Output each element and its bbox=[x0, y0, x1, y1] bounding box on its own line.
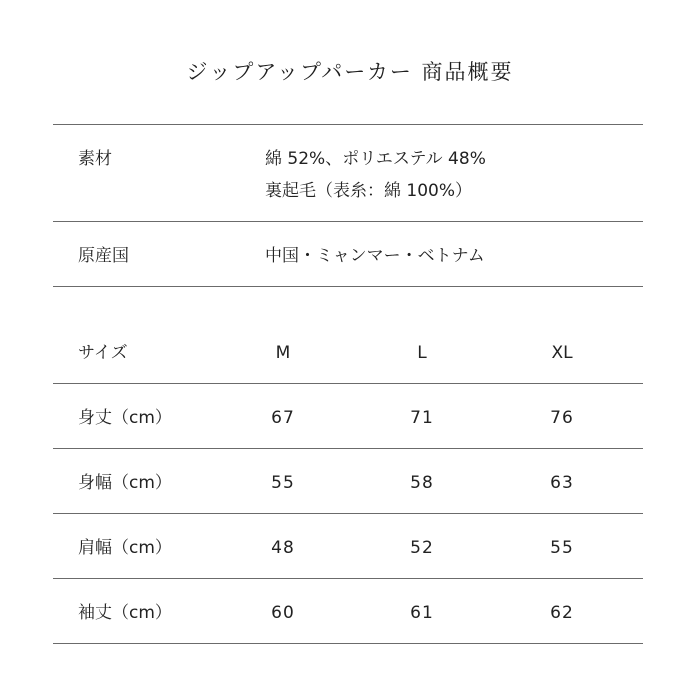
size-header-label: サイズ bbox=[78, 343, 128, 363]
divider bbox=[53, 383, 643, 384]
divider bbox=[53, 643, 643, 644]
page-title: ジップアップパーカー 商品概要 bbox=[186, 60, 514, 84]
table-cell: 67 bbox=[271, 408, 295, 428]
table-cell: 61 bbox=[410, 603, 434, 623]
divider bbox=[53, 286, 643, 287]
table-cell: 55 bbox=[271, 473, 295, 493]
row-label-body-width: 身幅（cm） bbox=[78, 473, 172, 493]
size-header-m: M bbox=[275, 343, 291, 363]
divider bbox=[53, 578, 643, 579]
size-header-l: L bbox=[417, 343, 427, 363]
material-label: 素材 bbox=[78, 149, 112, 169]
row-label-shoulder-width: 肩幅（cm） bbox=[78, 538, 172, 558]
table-cell: 58 bbox=[410, 473, 434, 493]
divider bbox=[53, 513, 643, 514]
material-value-line-2: 裏起毛（表糸：綿 100%） bbox=[265, 181, 473, 201]
size-header-xl: XL bbox=[551, 343, 573, 363]
table-cell: 48 bbox=[271, 538, 295, 558]
table-cell: 63 bbox=[550, 473, 574, 493]
table-cell: 62 bbox=[550, 603, 574, 623]
row-label-length: 身丈（cm） bbox=[78, 408, 172, 428]
divider bbox=[53, 221, 643, 222]
divider bbox=[53, 124, 643, 125]
material-value-line-1: 綿 52%、ポリエステル 48% bbox=[265, 149, 486, 169]
table-cell: 55 bbox=[550, 538, 574, 558]
table-cell: 60 bbox=[271, 603, 295, 623]
row-label-sleeve-length: 袖丈（cm） bbox=[78, 603, 172, 623]
table-cell: 52 bbox=[410, 538, 434, 558]
divider bbox=[53, 448, 643, 449]
table-cell: 76 bbox=[550, 408, 574, 428]
origin-label: 原産国 bbox=[78, 246, 129, 266]
table-cell: 71 bbox=[410, 408, 434, 428]
origin-value: 中国・ミャンマー・ベトナム bbox=[265, 246, 485, 266]
